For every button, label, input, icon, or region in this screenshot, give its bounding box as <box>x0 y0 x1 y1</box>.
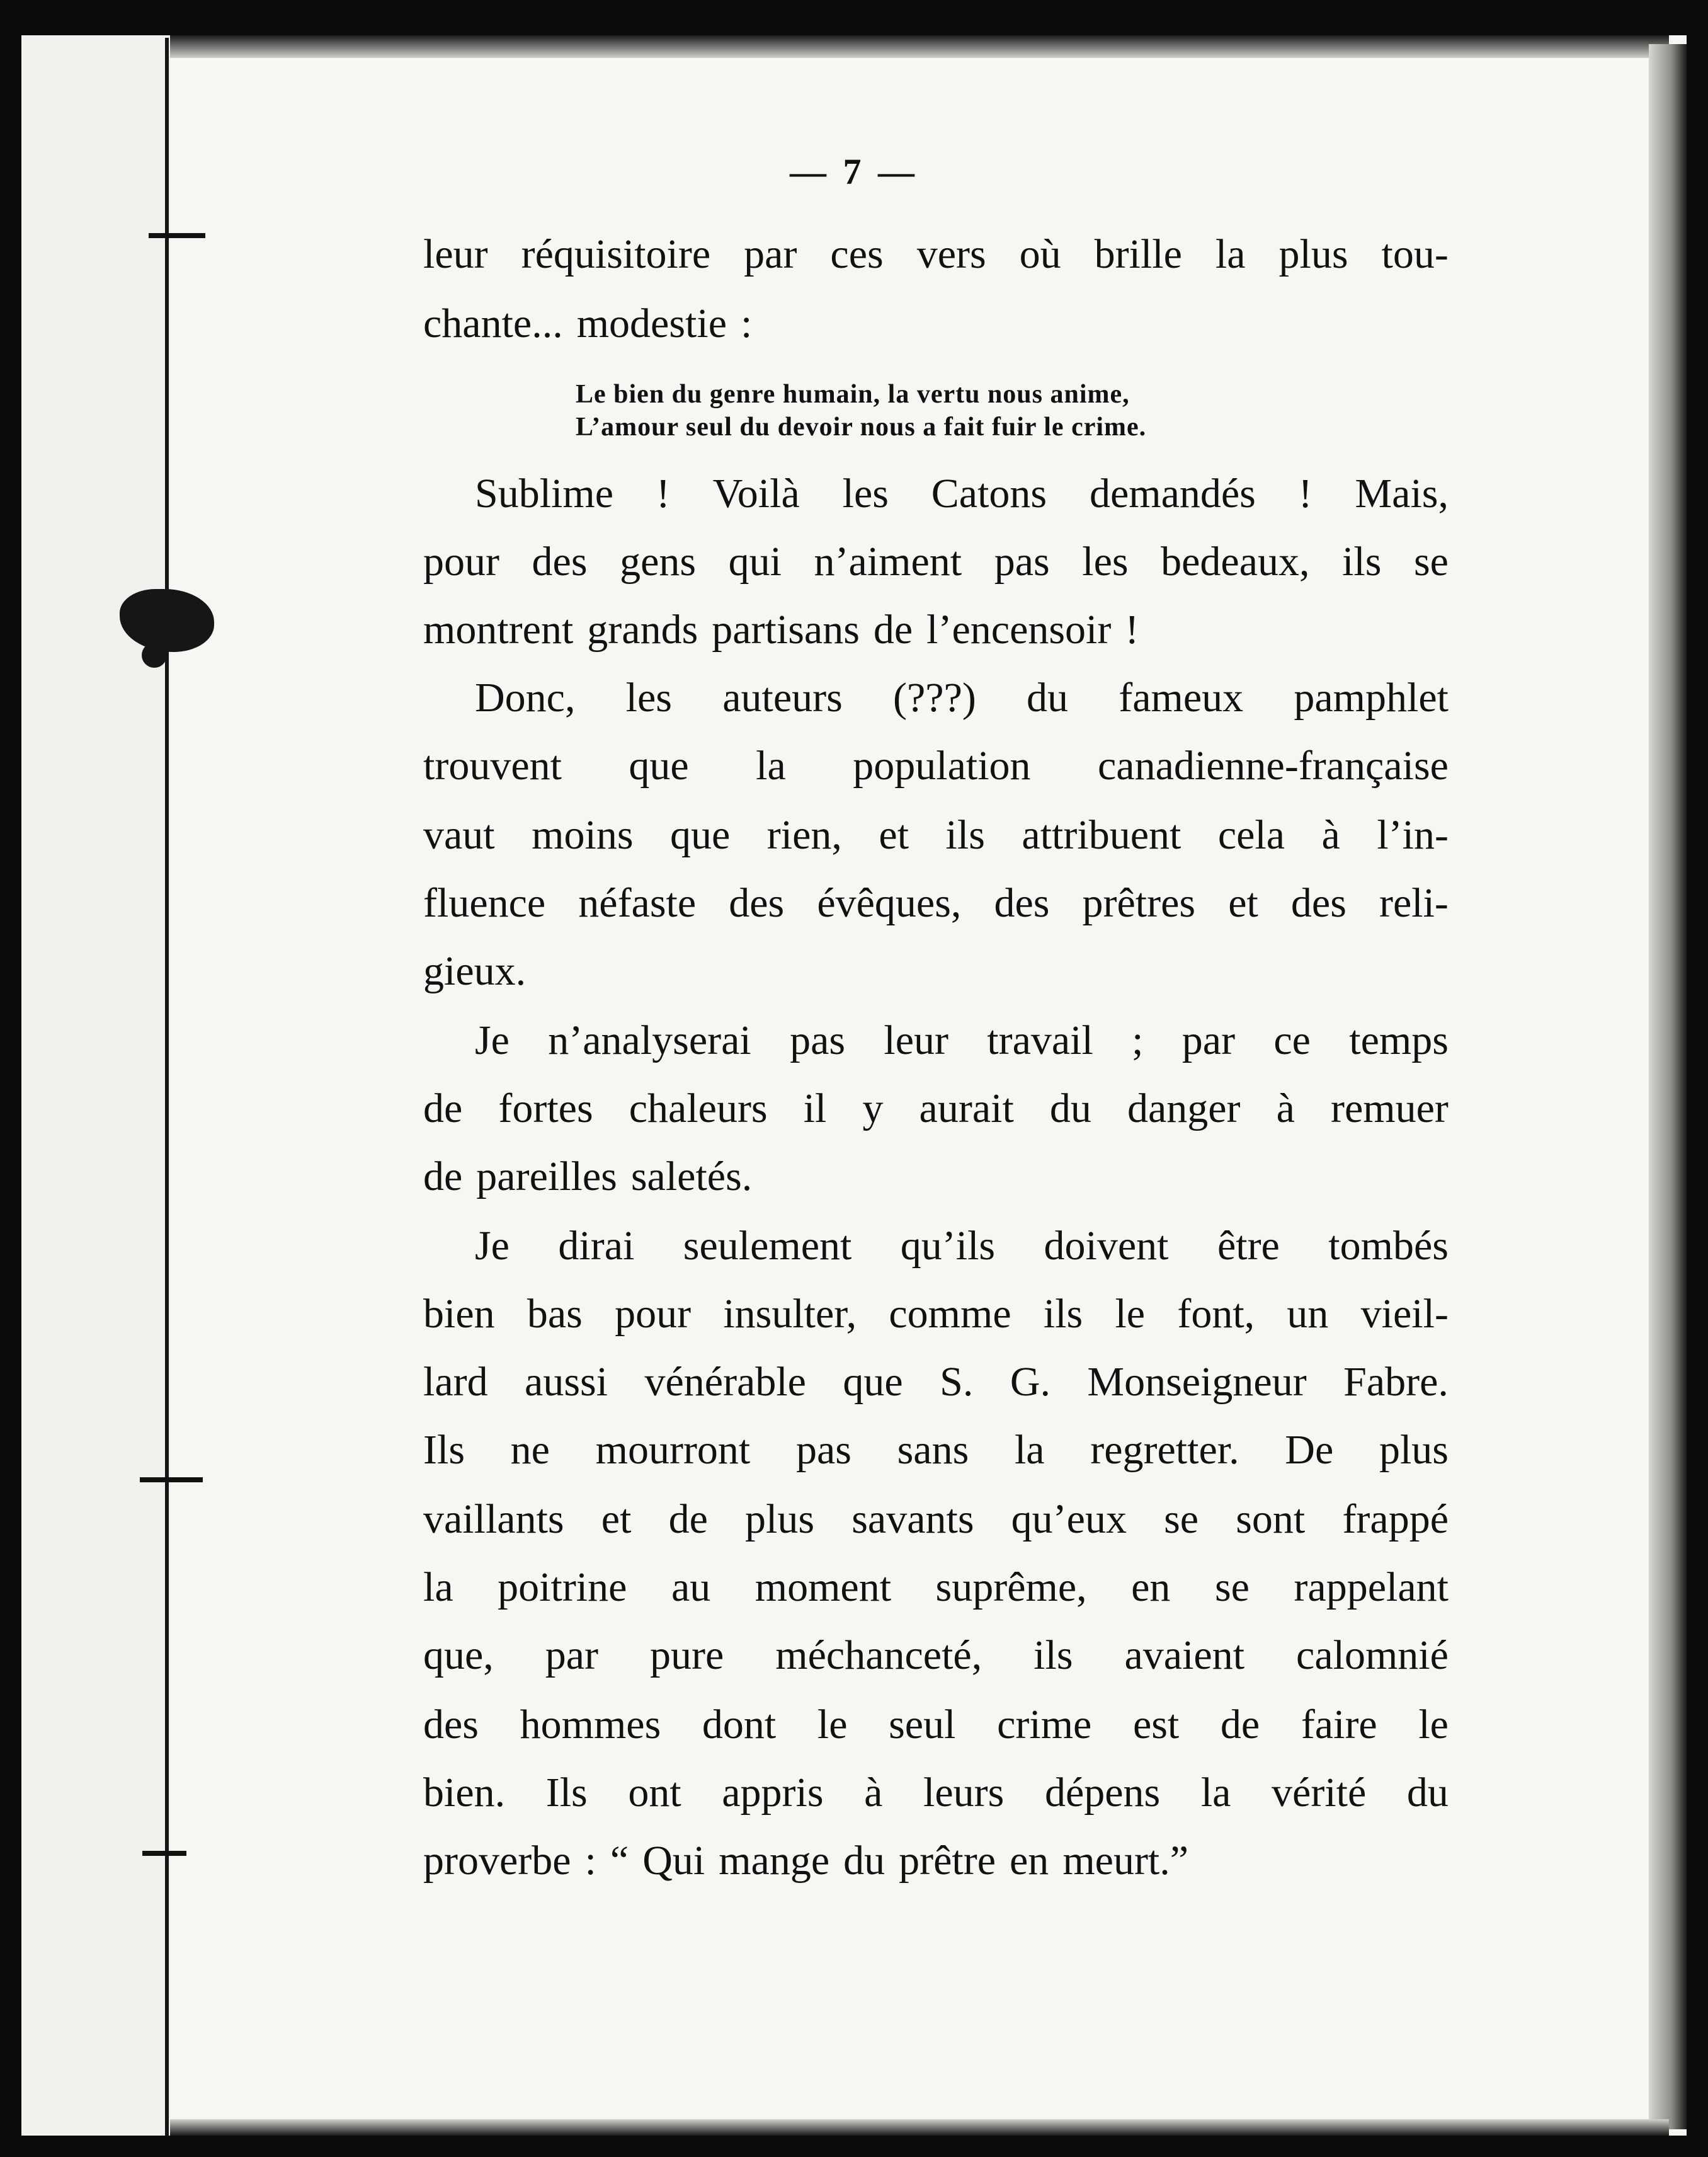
word: hommes <box>520 1702 661 1748</box>
text-line <box>423 946 1449 997</box>
word: la <box>1014 1427 1045 1473</box>
word: méchanceté, <box>775 1632 982 1678</box>
word: tombés <box>1328 1223 1449 1269</box>
word: les <box>1082 539 1129 585</box>
word: des <box>1290 880 1346 926</box>
word: néfaste <box>578 880 697 926</box>
text-line <box>423 810 1449 861</box>
word: leur <box>423 231 488 277</box>
text-line <box>475 469 1449 519</box>
word: plus <box>1379 1427 1449 1473</box>
word: Je <box>475 1017 510 1063</box>
word: sont <box>1236 1496 1306 1542</box>
word: bas <box>527 1291 583 1337</box>
text-line <box>475 673 1449 723</box>
text-line <box>423 1630 1449 1681</box>
binding-stitch-mark <box>142 1851 186 1856</box>
word: canadienne-française <box>1098 743 1449 789</box>
verse-line: Le bien du genre humain, la vertu nous anime, <box>576 380 1130 409</box>
word: pour <box>615 1291 692 1337</box>
word: vérité <box>1272 1770 1367 1816</box>
word: avaient <box>1124 1632 1245 1678</box>
word: appris <box>722 1770 824 1816</box>
word: poitrine <box>498 1564 627 1610</box>
word: que <box>629 743 689 789</box>
word: par <box>545 1632 599 1678</box>
word: fameux <box>1119 675 1244 721</box>
text-line <box>423 741 1449 791</box>
word: ces <box>830 231 884 277</box>
word: des <box>532 539 588 585</box>
page-right-border <box>1649 44 1687 2129</box>
word: aurait <box>919 1085 1014 1131</box>
word: fortes <box>498 1085 593 1131</box>
word: attribuent <box>1022 812 1181 858</box>
word: se <box>1164 1496 1199 1542</box>
word: est <box>1132 1702 1180 1748</box>
word: plus <box>1278 231 1348 277</box>
word: de <box>1220 1702 1260 1748</box>
word: le <box>1418 1702 1449 1748</box>
word: par <box>1181 1017 1236 1063</box>
ink-blot <box>142 643 167 668</box>
word: mange <box>719 1838 830 1884</box>
word: et <box>879 812 909 858</box>
word: et <box>1228 880 1258 926</box>
word: ils <box>1033 1632 1073 1678</box>
word: des <box>994 880 1050 926</box>
word: grands <box>587 607 698 653</box>
word: évêques, <box>817 880 962 926</box>
word: à <box>864 1770 883 1816</box>
word: où <box>1019 231 1061 277</box>
binding-stitch-line <box>165 38 169 2136</box>
word: bien <box>423 1291 495 1337</box>
text-line <box>423 1289 1449 1339</box>
text-line <box>423 1700 1449 1750</box>
text-line <box>423 878 1449 929</box>
word: bedeaux, <box>1161 539 1310 585</box>
word: ! <box>656 471 670 517</box>
word: prêtre <box>899 1838 996 1884</box>
text-line <box>475 1221 1449 1271</box>
word: lard <box>423 1359 488 1405</box>
word: rappelant <box>1294 1564 1449 1610</box>
word: Mais, <box>1355 471 1449 517</box>
text-line <box>475 1016 1449 1066</box>
scan-top-edge <box>0 0 1708 35</box>
word: frappé <box>1342 1496 1449 1542</box>
word: sans <box>897 1427 969 1473</box>
word: se <box>1214 1564 1250 1610</box>
word: trouvent <box>423 743 562 789</box>
text-line <box>423 299 1449 349</box>
word: reli- <box>1379 880 1449 926</box>
word: vénérable <box>644 1359 806 1405</box>
word: vers <box>916 231 986 277</box>
word: vaillants <box>423 1496 564 1542</box>
word: ! <box>1125 607 1139 653</box>
word: ils <box>945 812 985 858</box>
word: du <box>1027 675 1069 721</box>
word: Catons <box>931 471 1047 517</box>
binding-stitch-mark <box>149 233 205 238</box>
word: en <box>1010 1838 1049 1884</box>
word: prêtres <box>1082 880 1196 926</box>
word: Voilà <box>712 471 800 517</box>
word: ! <box>1298 471 1312 517</box>
word: Fabre. <box>1343 1359 1449 1405</box>
word: qu’ils <box>900 1223 996 1269</box>
word: du <box>843 1838 885 1884</box>
word: de <box>423 1153 463 1199</box>
text-line <box>423 1152 1449 1202</box>
text-line <box>423 1357 1449 1407</box>
word: temps <box>1349 1017 1449 1063</box>
word: de <box>873 607 913 653</box>
word: ont <box>628 1770 681 1816</box>
word: Qui <box>642 1838 705 1884</box>
word: partisans <box>712 607 860 653</box>
word: aussi <box>525 1359 608 1405</box>
verse-line: L’amour seul du devoir nous a fait fuir le crime. <box>576 413 1147 442</box>
word: vieil- <box>1360 1291 1449 1337</box>
word: Monseigneur <box>1087 1359 1307 1405</box>
word: la <box>1200 1770 1231 1816</box>
text-line <box>423 1768 1449 1818</box>
word: Donc, <box>475 675 576 721</box>
word: ne <box>510 1427 550 1473</box>
word: faire <box>1301 1702 1377 1748</box>
word: savants <box>851 1496 974 1542</box>
word: ils <box>1342 539 1382 585</box>
page-number: — 7 — <box>790 151 918 192</box>
word: dirai <box>558 1223 635 1269</box>
word: en <box>1131 1564 1171 1610</box>
word: modestie <box>576 300 727 346</box>
word: suprême, <box>935 1564 1087 1610</box>
word: demandés <box>1089 471 1256 517</box>
word: l’in- <box>1377 812 1449 858</box>
binding-stitch-mark <box>140 1477 203 1482</box>
word: remuer <box>1330 1085 1449 1131</box>
word: population <box>853 743 1031 789</box>
word: moment <box>754 1564 892 1610</box>
scan-right-edge <box>1687 0 1708 2157</box>
word: leur <box>884 1017 948 1063</box>
word: qu’eux <box>1011 1496 1127 1542</box>
word: pas <box>795 1427 851 1473</box>
word: Ils <box>545 1770 588 1816</box>
word: proverbe <box>423 1838 571 1884</box>
word: des <box>423 1702 479 1748</box>
word: seulement <box>683 1223 852 1269</box>
word: dont <box>702 1702 777 1748</box>
word: plus <box>745 1496 815 1542</box>
word: auteurs <box>722 675 843 721</box>
book-binding-strip <box>21 35 170 2136</box>
word: font, <box>1177 1291 1255 1337</box>
word: pour <box>423 539 499 585</box>
word: saletés. <box>630 1153 753 1199</box>
word: que, <box>423 1632 494 1678</box>
word: gieux. <box>423 948 527 994</box>
word: de <box>668 1496 708 1542</box>
word: le <box>1115 1291 1146 1337</box>
word: De <box>1285 1427 1334 1473</box>
word: se <box>1414 539 1449 585</box>
word: dépens <box>1044 1770 1161 1816</box>
text-line <box>423 1562 1449 1613</box>
word: à <box>1276 1085 1295 1131</box>
word: cela <box>1217 812 1285 858</box>
word: montrent <box>423 607 574 653</box>
text-line <box>423 605 1449 655</box>
word: pas <box>994 539 1050 585</box>
word: pas <box>790 1017 846 1063</box>
word: mourront <box>595 1427 751 1473</box>
word: danger <box>1127 1085 1241 1131</box>
word: réquisitoire <box>521 231 711 277</box>
word: des <box>729 880 785 926</box>
word: pareilles <box>476 1153 617 1199</box>
scan-left-edge <box>0 0 21 2157</box>
word: (???) <box>893 675 976 721</box>
word: crime <box>997 1702 1092 1748</box>
word: calomnié <box>1296 1632 1449 1678</box>
text-line <box>423 537 1449 587</box>
word: que <box>670 812 731 858</box>
word: bien. <box>423 1770 506 1816</box>
word: un <box>1287 1291 1329 1337</box>
word: moins <box>532 812 634 858</box>
word: Sublime <box>475 471 614 517</box>
word: n’aiment <box>814 539 962 585</box>
word: la <box>1215 231 1246 277</box>
word: : <box>584 1838 596 1884</box>
word: n’analyserai <box>548 1017 751 1063</box>
word: : <box>741 300 753 346</box>
word: être <box>1217 1223 1280 1269</box>
word: pamphlet <box>1294 675 1449 721</box>
word: comme <box>889 1291 1011 1337</box>
word: gens <box>620 539 697 585</box>
word: doivent <box>1044 1223 1169 1269</box>
text-line <box>423 1425 1449 1475</box>
word: travail <box>987 1017 1093 1063</box>
word: les <box>625 675 672 721</box>
word: que <box>843 1359 903 1405</box>
word: du <box>1049 1085 1091 1131</box>
text-line <box>423 1494 1449 1545</box>
word: au <box>671 1564 711 1610</box>
word: insulter, <box>723 1291 857 1337</box>
word: chante... <box>423 300 563 346</box>
word: ils <box>1043 1291 1083 1337</box>
word: tou- <box>1381 231 1449 277</box>
word: rien, <box>766 812 842 858</box>
word: la <box>756 743 786 789</box>
word: il <box>803 1085 827 1131</box>
word: la <box>423 1564 453 1610</box>
word: y <box>862 1085 884 1131</box>
word: G. <box>1010 1359 1050 1405</box>
word: Je <box>475 1223 510 1269</box>
word: “ <box>610 1838 629 1884</box>
word: à <box>1321 812 1340 858</box>
word: de <box>423 1085 463 1131</box>
text-line <box>423 229 1449 280</box>
word: pure <box>650 1632 724 1678</box>
word: le <box>817 1702 848 1748</box>
word: par <box>744 231 797 277</box>
word: qui <box>728 539 782 585</box>
word: les <box>842 471 889 517</box>
text-line <box>423 1836 1449 1886</box>
word: ce <box>1273 1017 1311 1063</box>
word: leurs <box>923 1770 1005 1816</box>
word: regretter. <box>1090 1427 1239 1473</box>
page-top-border <box>170 35 1669 58</box>
word: du <box>1406 1770 1449 1816</box>
word: seul <box>889 1702 956 1748</box>
word: meurt.” <box>1062 1838 1189 1884</box>
page-bottom-border <box>170 2119 1669 2136</box>
word: Ils <box>423 1427 465 1473</box>
word: fluence <box>423 880 546 926</box>
word: brille <box>1094 231 1182 277</box>
text-line <box>423 1084 1449 1134</box>
scan-bottom-edge <box>0 2136 1708 2157</box>
word: vaut <box>423 812 495 858</box>
word: et <box>601 1496 632 1542</box>
word: chaleurs <box>629 1085 768 1131</box>
word: ; <box>1132 1017 1144 1063</box>
word: l’encensoir <box>926 607 1112 653</box>
word: S. <box>940 1359 974 1405</box>
